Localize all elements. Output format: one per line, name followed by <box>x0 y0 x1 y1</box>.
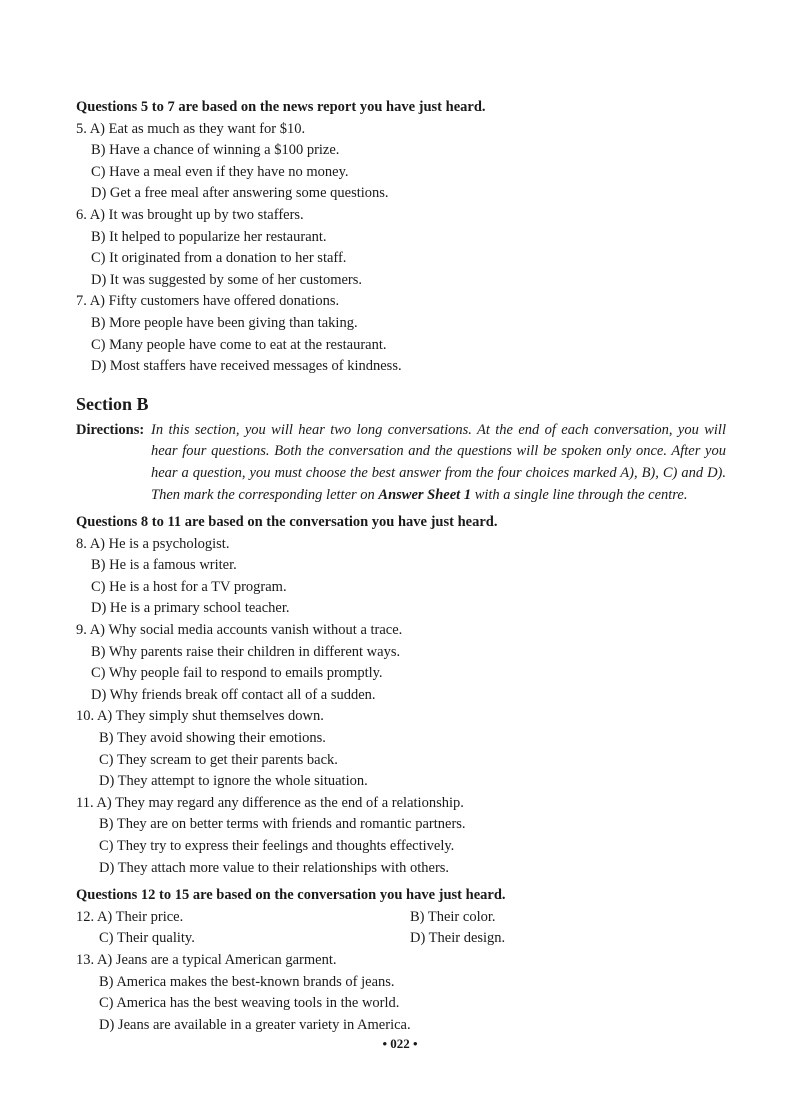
question-13-option-a: 13. A) Jeans are a typical American garment. <box>76 951 337 968</box>
question-5-option-d: D) Get a free meal after answering some questions. <box>91 185 389 202</box>
question-11-option-c: C) They try to express their feelings and thoughts effectively. <box>99 838 455 854</box>
page-number: • 022 • <box>382 1036 418 1051</box>
directions-label: Directions: <box>76 421 145 438</box>
question-7-option-a: 7. A) Fifty customers have offered donations. <box>76 293 340 310</box>
question-12-option-a: 12. A) Their price. <box>76 908 184 925</box>
question-8-option-a: 8. A) He is a psychologist. <box>76 535 230 552</box>
question-5-option-c: C) Have a meal even if they have no money. <box>91 163 349 180</box>
question-8-option-d: D) He is a primary school teacher. <box>91 600 290 617</box>
question-9-option-b: B) Why parents raise their children in different ways. <box>91 643 401 660</box>
directions-text-part-2: with a single line through the centre. <box>471 486 688 503</box>
question-6-option-c: C) It originated from a donation to her staff. <box>91 250 347 267</box>
question-12-option-b: B) Their color. <box>410 908 496 925</box>
question-5-option-b: B) Have a chance of winning a $100 prize. <box>91 142 340 159</box>
question-13-option-c: C) America has the best weaving tools in the world. <box>99 995 400 1012</box>
question-7-option-b: B) More people have been giving than taking. <box>91 314 358 331</box>
question-6-option-a: 6. A) It was brought up by two staffers. <box>76 206 304 223</box>
question-group-header: Questions 8 to 11 are based on the conversation you have just heard. <box>76 514 498 531</box>
answer-sheet-emphasis: Answer Sheet 1 <box>378 486 472 503</box>
question-6-option-b: B) It helped to popularize her restaurant. <box>91 228 327 245</box>
question-7-option-c: C) Many people have come to eat at the restaurant. <box>91 336 387 353</box>
question-group-header: Questions 5 to 7 are based on the news report you have just heard. <box>76 99 486 115</box>
question-12-row-2 <box>76 928 726 950</box>
directions-text-part-1: In this section, you will hear two long conversations. At the end of each conversation, you will hear four questions. Both the conversation and the questions will be spoken only once. After you hear a question, you must choose the best answer from the four choices marked A), B), C) and D). Then mark the corresponding letter on <box>151 421 726 503</box>
question-12-option-c: C) Their quality. <box>99 930 195 947</box>
question-9-option-d: D) Why friends break off contact all of a sudden. <box>91 686 376 703</box>
question-12-row-1 <box>76 907 726 929</box>
question-10-option-c: C) They scream to get their parents back. <box>99 751 338 768</box>
page-content <box>76 97 726 1036</box>
directions-block <box>76 420 726 506</box>
question-11-option-a: 11. A) They may regard any difference as the end of a relationship. <box>76 794 464 811</box>
question-10-option-d: D) They attempt to ignore the whole situation. <box>99 773 368 790</box>
question-9-option-a: 9. A) Why social media accounts vanish without a trace. <box>76 622 403 639</box>
question-13-option-b: B) America makes the best-known brands of jeans. <box>99 973 395 990</box>
question-10-option-a: 10. A) They simply shut themselves down. <box>76 708 324 725</box>
question-10-option-b: B) They avoid showing their emotions. <box>99 730 326 747</box>
question-11-option-b: B) They are on better terms with friends and romantic partners. <box>99 816 466 833</box>
question-8-option-b: B) He is a famous writer. <box>91 557 237 574</box>
question-12-option-d: D) Their design. <box>410 930 506 947</box>
question-7-option-d: D) Most staffers have received messages of kindness. <box>91 358 402 375</box>
question-11-option-d: D) They attach more value to their relationships with others. <box>99 859 450 876</box>
question-group-header: Questions 12 to 15 are based on the conversation you have just heard. <box>76 887 506 904</box>
question-8-option-c: C) He is a host for a TV program. <box>91 578 287 595</box>
question-5-option-a: 5. A) Eat as much as they want for $10. <box>76 120 306 137</box>
section-title: Section B <box>76 393 149 414</box>
question-13-option-d: D) Jeans are available in a greater variety in America. <box>99 1016 411 1033</box>
question-6-option-d: D) It was suggested by some of her customers. <box>91 271 363 288</box>
question-9-option-c: C) Why people fail to respond to emails promptly. <box>91 665 383 682</box>
directions-text <box>151 420 726 506</box>
